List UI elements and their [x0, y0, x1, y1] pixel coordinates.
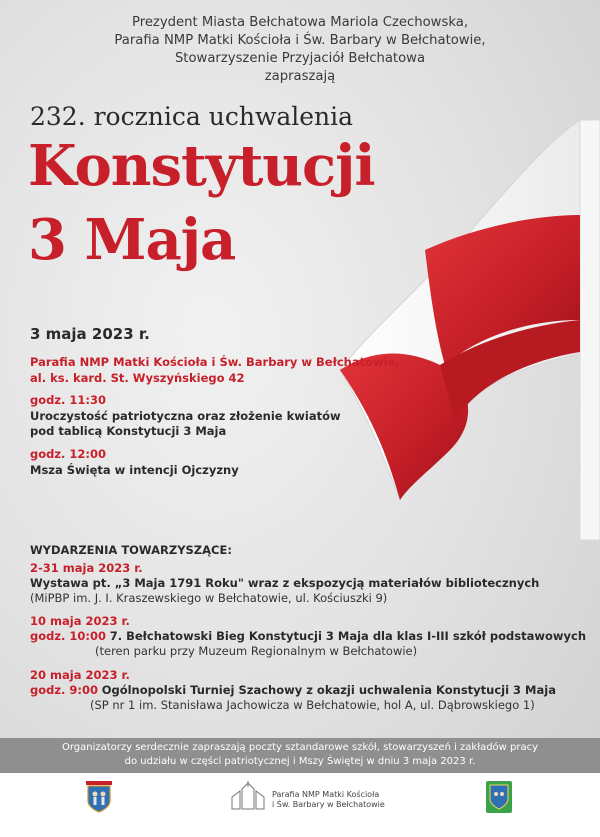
organizer-line-3: Stowarzyszenie Przyjaciół Bełchatowa — [174, 51, 426, 66]
organizer-line-1: Prezydent Miasta Bełchatowa Mariola Czechowska, — [131, 15, 469, 30]
organizer-line-2: Parafia NMP Matki Kościoła i Św. Barbary w Bełchatowie, — [114, 33, 486, 48]
footer-line-2: do udziału w części patriotycznej i Mszy Świętej w dniu 3 maja 2023 r. — [124, 756, 476, 767]
side-events-heading: WYDARZENIA TOWARZYSZĄCE: — [30, 543, 232, 557]
title-line-1: Konstytucji — [28, 133, 375, 199]
side-event-2-time: godz. 10:00 — [30, 629, 107, 643]
side-event-3-place: (SP nr 1 im. Stanisława Jachowicza w Bełchatowie, hol A, ul. Dąbrowskiego 1) — [90, 698, 535, 712]
parish-church-icon — [228, 781, 268, 811]
association-emblem-icon — [486, 781, 512, 813]
footer-invitation — [0, 741, 600, 769]
event-desc-1b: pod tablicą Konstytucji 3 Maja — [30, 424, 227, 438]
belchatow-coat-of-arms-icon — [86, 781, 112, 813]
main-event-place-1: Parafia NMP Matki Kościoła i Św. Barbary w Bełchatowie, — [30, 355, 400, 369]
anniversary-subtitle: 232. rocznica uchwalenia — [30, 102, 354, 131]
organizers-header — [0, 14, 600, 86]
parish-logo-text — [272, 790, 385, 810]
side-event-3-title: Ogólnopolski Turniej Szachowy z okazji uchwalenia Konstytucji 3 Maja — [101, 683, 556, 697]
footer-line-1: Organizatorzy serdecznie zapraszają poczty sztandarowe szkół, stowarzyszeń i zakładów pracy — [61, 742, 539, 753]
event-time-2: godz. 12:00 — [30, 447, 107, 461]
invite-word: zapraszają — [264, 69, 336, 84]
side-event-2-date: 10 maja 2023 r. — [30, 614, 130, 628]
side-event-2-row — [30, 629, 586, 644]
event-desc-2: Msza Święta w intencji Ojczyzny — [30, 463, 239, 477]
title-line-2: 3 Maja — [28, 207, 236, 273]
event-time-1: godz. 11:30 — [30, 393, 107, 407]
side-event-1-date: 2-31 maja 2023 r. — [30, 561, 143, 575]
parish-text-line-1: Parafia NMP Matki Kościoła — [272, 790, 380, 799]
side-event-1-place: (MiPBP im. J. I. Kraszewskiego w Bełchatowie, ul. Kościuszki 9) — [30, 591, 388, 605]
parish-text-line-2: i Św. Barbary w Bełchatowie — [272, 800, 385, 809]
main-event-place-2: al. ks. kard. St. Wyszyńskiego 42 — [30, 371, 245, 385]
side-event-2-place: (teren parku przy Muzeum Regionalnym w Bełchatowie) — [95, 644, 418, 658]
side-event-3-time: godz. 9:00 — [30, 683, 99, 697]
side-event-2-title: 7. Bełchatowski Bieg Konstytucji 3 Maja dla klas I-III szkół podstawowych — [109, 629, 587, 643]
event-desc-1a: Uroczystość patriotyczna oraz złożenie kwiatów — [30, 409, 341, 423]
side-event-3-row — [30, 683, 556, 698]
side-event-3-date: 20 maja 2023 r. — [30, 668, 130, 682]
side-event-1-title: Wystawa pt. „3 Maja 1791 Roku" wraz z ekspozycją materiałów bibliotecznych — [30, 576, 540, 590]
main-event-date: 3 maja 2023 r. — [30, 325, 150, 343]
